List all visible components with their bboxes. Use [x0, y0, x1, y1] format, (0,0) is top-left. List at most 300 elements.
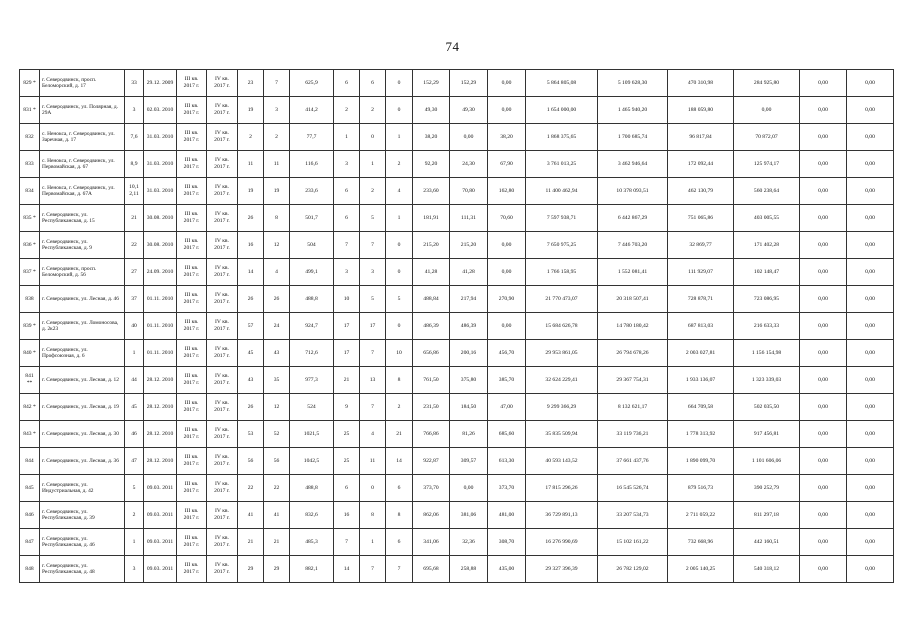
cost-region-cell: 96 817,84 [668, 124, 734, 151]
residents-total-cell: 23 [238, 70, 264, 97]
doc-number-cell: 10,1 2,11 [125, 178, 144, 205]
cost-total-cell: 7 650 975,25 [526, 232, 598, 259]
area-b-cell: 456,70 [488, 340, 526, 367]
residents-relocated-cell: 8 [264, 205, 290, 232]
residents-total-cell: 56 [238, 448, 264, 475]
cost-fund-cell: 1 700 685,74 [598, 124, 668, 151]
housing-resettlement-table [19, 69, 894, 583]
cost-municipal-cell: 723 086,95 [734, 286, 800, 313]
units-b-cell: 0 [386, 232, 413, 259]
area-total-cell: 862,06 [413, 502, 450, 529]
cost-region-cell: 687 813,03 [668, 313, 734, 340]
units-total-cell: 2 [334, 97, 360, 124]
cost-extra-a-cell: 0,00 [800, 97, 847, 124]
cost-municipal-cell: 125 974,17 [734, 151, 800, 178]
cost-extra-a-cell: 0,00 [800, 286, 847, 313]
planned-end-cell: IV кв. 2017 г. [207, 448, 238, 475]
cost-extra-a-cell: 0,00 [800, 475, 847, 502]
cost-fund-cell: 6 442 867,29 [598, 205, 668, 232]
units-a-cell: 6 [360, 70, 386, 97]
planned-end-cell: IV кв. 2017 г. [207, 97, 238, 124]
cost-fund-cell: 1 552 081,41 [598, 259, 668, 286]
units-b-cell: 10 [386, 340, 413, 367]
cost-region-cell: 1 890 099,70 [668, 448, 734, 475]
cost-municipal-cell: 560 238,64 [734, 178, 800, 205]
cost-total-cell: 36 729 891,13 [526, 502, 598, 529]
doc-number-cell: 8,9 [125, 151, 144, 178]
cost-fund-cell: 33 119 736,21 [598, 421, 668, 448]
address-cell: г. Северодвинск, ул. Лесная, д. 12 [40, 367, 125, 394]
cost-total-cell: 32 624 229,41 [526, 367, 598, 394]
area-cell: 625,9 [290, 70, 334, 97]
cost-region-cell: 188 059,80 [668, 97, 734, 124]
cost-region-cell: 2 005 140,25 [668, 556, 734, 583]
area-b-cell: 67,90 [488, 151, 526, 178]
address-cell: г. Северодвинск, ул. Лесная, д. 19 [40, 394, 125, 421]
area-a-cell: 215,20 [450, 232, 488, 259]
cost-extra-a-cell: 0,00 [800, 502, 847, 529]
residents-relocated-cell: 4 [264, 259, 290, 286]
units-b-cell: 0 [386, 97, 413, 124]
area-b-cell: 481,00 [488, 502, 526, 529]
area-total-cell: 215,20 [413, 232, 450, 259]
cost-extra-b-cell: 0,00 [847, 178, 894, 205]
units-a-cell: 11 [360, 448, 386, 475]
residents-relocated-cell: 19 [264, 178, 290, 205]
date-cell: 28.12. 2010 [144, 448, 177, 475]
cost-municipal-cell: 102 148,47 [734, 259, 800, 286]
area-b-cell: 0,00 [488, 70, 526, 97]
address-cell: г. Северодвинск, просп. Беломорский, д. 56 [40, 259, 125, 286]
cost-municipal-cell: 502 035,50 [734, 394, 800, 421]
cost-region-cell: 462 130,79 [668, 178, 734, 205]
units-b-cell: 2 [386, 151, 413, 178]
cost-extra-b-cell: 0,00 [847, 124, 894, 151]
cost-extra-b-cell: 0,00 [847, 475, 894, 502]
area-b-cell: 685,60 [488, 421, 526, 448]
area-cell: 882,1 [290, 556, 334, 583]
planned-start-cell: III кв. 2017 г. [177, 232, 207, 259]
planned-start-cell: III кв. 2017 г. [177, 367, 207, 394]
area-a-cell: 32,36 [450, 529, 488, 556]
cost-extra-a-cell: 0,00 [800, 232, 847, 259]
cost-total-cell: 5 864 805,08 [526, 70, 598, 97]
cost-extra-a-cell: 0,00 [800, 394, 847, 421]
cost-extra-b-cell: 0,00 [847, 340, 894, 367]
units-a-cell: 7 [360, 340, 386, 367]
area-b-cell: 385,70 [488, 367, 526, 394]
residents-relocated-cell: 29 [264, 556, 290, 583]
planned-end-cell: IV кв. 2017 г. [207, 367, 238, 394]
area-total-cell: 41,28 [413, 259, 450, 286]
area-cell: 501,7 [290, 205, 334, 232]
cost-extra-a-cell: 0,00 [800, 124, 847, 151]
cost-fund-cell: 10 378 093,51 [598, 178, 668, 205]
area-cell: 414,2 [290, 97, 334, 124]
units-b-cell: 0 [386, 70, 413, 97]
area-cell: 485,3 [290, 529, 334, 556]
units-total-cell: 17 [334, 313, 360, 340]
cost-extra-b-cell: 0,00 [847, 529, 894, 556]
units-a-cell: 1 [360, 151, 386, 178]
area-b-cell: 0,00 [488, 259, 526, 286]
cost-extra-a-cell: 0,00 [800, 529, 847, 556]
residents-relocated-cell: 41 [264, 502, 290, 529]
area-total-cell: 488,84 [413, 286, 450, 313]
units-b-cell: 4 [386, 178, 413, 205]
planned-end-cell: IV кв. 2017 г. [207, 259, 238, 286]
area-a-cell: 184,50 [450, 394, 488, 421]
cost-total-cell: 35 835 509,94 [526, 421, 598, 448]
area-a-cell: 200,16 [450, 340, 488, 367]
cost-region-cell: 172 092,44 [668, 151, 734, 178]
doc-number-cell: 2 [125, 502, 144, 529]
area-cell: 1042,5 [290, 448, 334, 475]
area-cell: 77,7 [290, 124, 334, 151]
doc-number-cell: 33 [125, 70, 144, 97]
table-row [20, 475, 894, 502]
units-total-cell: 21 [334, 367, 360, 394]
table-row [20, 151, 894, 178]
planned-end-cell: IV кв. 2017 г. [207, 205, 238, 232]
area-total-cell: 373,70 [413, 475, 450, 502]
residents-total-cell: 16 [238, 232, 264, 259]
cost-region-cell: 470 310,98 [668, 70, 734, 97]
units-b-cell: 1 [386, 124, 413, 151]
planned-start-cell: III кв. 2017 г. [177, 394, 207, 421]
cost-municipal-cell: 811 297,18 [734, 502, 800, 529]
planned-start-cell: III кв. 2017 г. [177, 529, 207, 556]
planned-start-cell: III кв. 2017 г. [177, 286, 207, 313]
row-number: 848 [20, 556, 40, 583]
area-cell: 504 [290, 232, 334, 259]
cost-municipal-cell: 540 318,12 [734, 556, 800, 583]
cost-total-cell: 3 761 013,25 [526, 151, 598, 178]
units-total-cell: 6 [334, 205, 360, 232]
units-total-cell: 25 [334, 448, 360, 475]
doc-number-cell: 3 [125, 556, 144, 583]
address-cell: г. Северодвинск, ул. Профсоюзная, д. 6 [40, 340, 125, 367]
cost-fund-cell: 16 545 526,74 [598, 475, 668, 502]
row-number: 833 [20, 151, 40, 178]
cost-region-cell: 1 778 313,92 [668, 421, 734, 448]
row-number: 835 * [20, 205, 40, 232]
cost-fund-cell: 15 102 161,22 [598, 529, 668, 556]
planned-start-cell: III кв. 2017 г. [177, 475, 207, 502]
cost-extra-a-cell: 0,00 [800, 421, 847, 448]
row-number: 839 * [20, 313, 40, 340]
planned-end-cell: IV кв. 2017 г. [207, 286, 238, 313]
units-a-cell: 7 [360, 232, 386, 259]
cost-total-cell: 17 815 296,26 [526, 475, 598, 502]
residents-total-cell: 21 [238, 529, 264, 556]
doc-number-cell: 46 [125, 421, 144, 448]
cost-total-cell: 7 597 938,71 [526, 205, 598, 232]
cost-fund-cell: 26 782 129,02 [598, 556, 668, 583]
units-a-cell: 7 [360, 394, 386, 421]
cost-municipal-cell: 1 323 339,03 [734, 367, 800, 394]
residents-relocated-cell: 22 [264, 475, 290, 502]
cost-region-cell: 751 065,86 [668, 205, 734, 232]
area-total-cell: 766,86 [413, 421, 450, 448]
planned-start-cell: III кв. 2017 г. [177, 502, 207, 529]
area-total-cell: 181,91 [413, 205, 450, 232]
cost-municipal-cell: 917 456,81 [734, 421, 800, 448]
units-b-cell: 6 [386, 529, 413, 556]
row-number: 832 [20, 124, 40, 151]
units-a-cell: 3 [360, 259, 386, 286]
residents-total-cell: 43 [238, 367, 264, 394]
residents-relocated-cell: 2 [264, 124, 290, 151]
cost-extra-b-cell: 0,00 [847, 232, 894, 259]
cost-fund-cell: 26 794 678,26 [598, 340, 668, 367]
cost-total-cell: 11 400 462,94 [526, 178, 598, 205]
area-total-cell: 49,30 [413, 97, 450, 124]
area-cell: 524 [290, 394, 334, 421]
table-row [20, 97, 894, 124]
address-cell: г. Северодвинск, ул. Лесная, д. 46 [40, 286, 125, 313]
cost-municipal-cell: 284 925,80 [734, 70, 800, 97]
address-cell: г. Северодвинск, ул. Лесная, д. 36 [40, 448, 125, 475]
cost-total-cell: 1 868 375,65 [526, 124, 598, 151]
area-total-cell: 486,39 [413, 313, 450, 340]
row-number: 844 [20, 448, 40, 475]
units-b-cell: 21 [386, 421, 413, 448]
units-a-cell: 0 [360, 124, 386, 151]
area-b-cell: 0,00 [488, 232, 526, 259]
cost-fund-cell: 5 109 628,30 [598, 70, 668, 97]
address-cell: г. Северодвинск, ул. Индустриальная, д. 42 [40, 475, 125, 502]
planned-end-cell: IV кв. 2017 г. [207, 70, 238, 97]
area-b-cell: 308,70 [488, 529, 526, 556]
planned-start-cell: III кв. 2017 г. [177, 124, 207, 151]
cost-extra-b-cell: 0,00 [847, 448, 894, 475]
cost-fund-cell: 8 132 621,17 [598, 394, 668, 421]
units-b-cell: 1 [386, 205, 413, 232]
cost-region-cell: 2 003 027,81 [668, 340, 734, 367]
residents-relocated-cell: 12 [264, 394, 290, 421]
date-cell: 09.03. 2011 [144, 556, 177, 583]
cost-extra-b-cell: 0,00 [847, 97, 894, 124]
residents-relocated-cell: 7 [264, 70, 290, 97]
cost-fund-cell: 7 446 703,20 [598, 232, 668, 259]
units-total-cell: 3 [334, 259, 360, 286]
units-a-cell: 2 [360, 97, 386, 124]
area-a-cell: 111,31 [450, 205, 488, 232]
date-cell: 01.11. 2010 [144, 286, 177, 313]
area-total-cell: 92,20 [413, 151, 450, 178]
area-total-cell: 656,86 [413, 340, 450, 367]
cost-region-cell: 732 668,96 [668, 529, 734, 556]
cost-region-cell: 2 711 059,22 [668, 502, 734, 529]
address-cell: г. Северодвинск, ул. Республиканская, д. 39 [40, 502, 125, 529]
area-a-cell: 81,26 [450, 421, 488, 448]
address-cell: г. Северодвинск, ул. Республиканская, д. 15 [40, 205, 125, 232]
planned-end-cell: IV кв. 2017 г. [207, 475, 238, 502]
residents-total-cell: 11 [238, 151, 264, 178]
units-b-cell: 0 [386, 313, 413, 340]
cost-extra-a-cell: 0,00 [800, 313, 847, 340]
doc-number-cell: 45 [125, 394, 144, 421]
cost-extra-a-cell: 0,00 [800, 70, 847, 97]
units-b-cell: 8 [386, 502, 413, 529]
cost-region-cell: 879 516,73 [668, 475, 734, 502]
area-cell: 488,8 [290, 475, 334, 502]
address-cell: с. Ненокса, г. Северодвинск, ул. Первомайская, д. 67А [40, 178, 125, 205]
units-a-cell: 0 [360, 475, 386, 502]
area-a-cell: 375,80 [450, 367, 488, 394]
row-number: 842 * [20, 394, 40, 421]
cost-fund-cell: 3 462 946,64 [598, 151, 668, 178]
table-row [20, 232, 894, 259]
cost-extra-b-cell: 0,00 [847, 556, 894, 583]
units-b-cell: 5 [386, 286, 413, 313]
units-a-cell: 1 [360, 529, 386, 556]
row-number: 847 [20, 529, 40, 556]
cost-municipal-cell: 216 633,33 [734, 313, 800, 340]
planned-end-cell: IV кв. 2017 г. [207, 556, 238, 583]
units-b-cell: 0 [386, 259, 413, 286]
doc-number-cell: 5 [125, 475, 144, 502]
planned-start-cell: III кв. 2017 г. [177, 97, 207, 124]
table-row [20, 502, 894, 529]
cost-total-cell: 1 766 158,95 [526, 259, 598, 286]
area-a-cell: 486,39 [450, 313, 488, 340]
cost-total-cell: 29 327 396,39 [526, 556, 598, 583]
page-number: 74 [445, 39, 460, 54]
planned-end-cell: IV кв. 2017 г. [207, 394, 238, 421]
residents-relocated-cell: 43 [264, 340, 290, 367]
planned-end-cell: IV кв. 2017 г. [207, 232, 238, 259]
cost-fund-cell: 1 465 940,20 [598, 97, 668, 124]
units-total-cell: 25 [334, 421, 360, 448]
date-cell: 30.08. 2010 [144, 205, 177, 232]
cost-total-cell: 29 953 861,05 [526, 340, 598, 367]
area-a-cell: 309,57 [450, 448, 488, 475]
area-total-cell: 922,87 [413, 448, 450, 475]
cost-extra-b-cell: 0,00 [847, 151, 894, 178]
cost-municipal-cell: 0,00 [734, 97, 800, 124]
address-cell: г. Северодвинск, ул. Ломоносова, д. 2к23 [40, 313, 125, 340]
planned-start-cell: III кв. 2017 г. [177, 313, 207, 340]
cost-extra-a-cell: 0,00 [800, 178, 847, 205]
units-a-cell: 7 [360, 556, 386, 583]
cost-region-cell: 111 929,07 [668, 259, 734, 286]
area-total-cell: 761,50 [413, 367, 450, 394]
address-cell: г. Северодвинск, ул. Республиканская, д. 9 [40, 232, 125, 259]
cost-total-cell: 16 276 990,69 [526, 529, 598, 556]
residents-relocated-cell: 26 [264, 286, 290, 313]
doc-number-cell: 27 [125, 259, 144, 286]
units-total-cell: 16 [334, 502, 360, 529]
cost-total-cell: 1 654 000,00 [526, 97, 598, 124]
cost-extra-a-cell: 0,00 [800, 259, 847, 286]
cost-municipal-cell: 70 872,07 [734, 124, 800, 151]
area-cell: 116,6 [290, 151, 334, 178]
planned-start-cell: III кв. 2017 г. [177, 70, 207, 97]
area-b-cell: 373,70 [488, 475, 526, 502]
cost-fund-cell: 14 780 180,42 [598, 313, 668, 340]
area-b-cell: 0,00 [488, 313, 526, 340]
area-cell: 712,6 [290, 340, 334, 367]
area-a-cell: 0,00 [450, 124, 488, 151]
residents-total-cell: 29 [238, 556, 264, 583]
date-cell: 31.03. 2010 [144, 178, 177, 205]
residents-relocated-cell: 12 [264, 232, 290, 259]
units-b-cell: 6 [386, 475, 413, 502]
planned-start-cell: III кв. 2017 г. [177, 340, 207, 367]
area-total-cell: 152,29 [413, 70, 450, 97]
row-number: 845 [20, 475, 40, 502]
area-b-cell: 38,20 [488, 124, 526, 151]
area-total-cell: 341,06 [413, 529, 450, 556]
cost-total-cell: 9 299 366,29 [526, 394, 598, 421]
units-total-cell: 6 [334, 178, 360, 205]
planned-end-cell: IV кв. 2017 г. [207, 502, 238, 529]
area-cell: 1021,5 [290, 421, 334, 448]
area-a-cell: 70,80 [450, 178, 488, 205]
area-a-cell: 49,30 [450, 97, 488, 124]
units-total-cell: 7 [334, 529, 360, 556]
cost-municipal-cell: 403 005,55 [734, 205, 800, 232]
planned-end-cell: IV кв. 2017 г. [207, 421, 238, 448]
residents-relocated-cell: 3 [264, 97, 290, 124]
planned-end-cell: IV кв. 2017 г. [207, 151, 238, 178]
table-body [20, 70, 894, 583]
residents-total-cell: 2 [238, 124, 264, 151]
address-cell: г. Северодвинск, ул. Полярная, д. 29А [40, 97, 125, 124]
residents-relocated-cell: 11 [264, 151, 290, 178]
units-total-cell: 1 [334, 124, 360, 151]
doc-number-cell: 1 [125, 340, 144, 367]
units-total-cell: 10 [334, 286, 360, 313]
date-cell: 09.03. 2011 [144, 529, 177, 556]
area-a-cell: 41,28 [450, 259, 488, 286]
area-cell: 832,6 [290, 502, 334, 529]
doc-number-cell: 37 [125, 286, 144, 313]
residents-total-cell: 26 [238, 394, 264, 421]
address-cell: с. Ненокса, г. Северодвинск, ул. Заречная, д. 17 [40, 124, 125, 151]
planned-start-cell: III кв. 2017 г. [177, 421, 207, 448]
cost-region-cell: 1 933 136,07 [668, 367, 734, 394]
area-a-cell: 24,30 [450, 151, 488, 178]
area-a-cell: 152,29 [450, 70, 488, 97]
date-cell: 09.03. 2011 [144, 475, 177, 502]
doc-number-cell: 7,6 [125, 124, 144, 151]
address-cell: г. Северодвинск, просп. Беломорский, д. 17 [40, 70, 125, 97]
area-total-cell: 695,68 [413, 556, 450, 583]
doc-number-cell: 3 [125, 97, 144, 124]
date-cell: 31.03. 2010 [144, 151, 177, 178]
table-row [20, 367, 894, 394]
area-b-cell: 270,90 [488, 286, 526, 313]
doc-number-cell: 21 [125, 205, 144, 232]
area-b-cell: 435,00 [488, 556, 526, 583]
doc-number-cell: 40 [125, 313, 144, 340]
units-total-cell: 7 [334, 232, 360, 259]
units-a-cell: 4 [360, 421, 386, 448]
residents-total-cell: 26 [238, 286, 264, 313]
area-a-cell: 381,06 [450, 502, 488, 529]
cost-total-cell: 15 684 626,78 [526, 313, 598, 340]
units-total-cell: 3 [334, 151, 360, 178]
cost-total-cell: 21 770 473,07 [526, 286, 598, 313]
units-a-cell: 8 [360, 502, 386, 529]
residents-total-cell: 53 [238, 421, 264, 448]
row-number: 843 * [20, 421, 40, 448]
area-cell: 499,1 [290, 259, 334, 286]
cost-extra-b-cell: 0,00 [847, 259, 894, 286]
